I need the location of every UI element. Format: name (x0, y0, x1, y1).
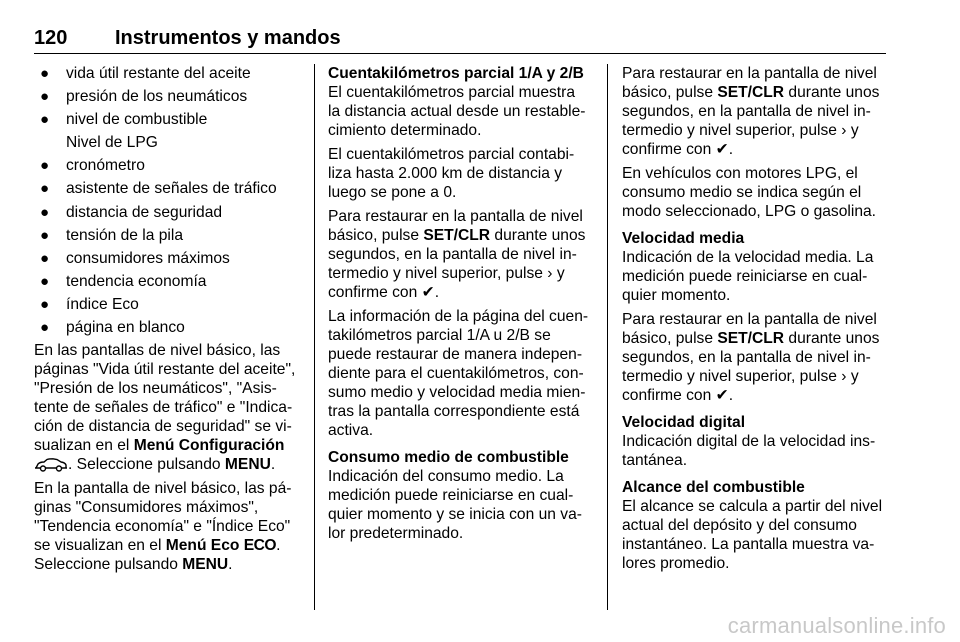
bullet-icon: ● (40, 272, 50, 290)
menu-reference: Menú Eco (165, 537, 240, 555)
checkmark-icon: ✔ (715, 387, 729, 404)
list-item: ● índice Eco (40, 295, 139, 313)
bullet-icon: ● (40, 88, 50, 106)
list-item: ● consumidores máximos (40, 249, 230, 267)
bullet-icon: ● (40, 295, 50, 313)
paragraph: El cuentakilómetros parcial contabiliza hasta 2.000 km de distancia y luego se pone a 0. (328, 146, 575, 201)
bullet-icon: ● (40, 157, 50, 175)
arrow-right-icon: › (547, 265, 553, 282)
paragraph: Para restaurar en la pantalla de nivel básico, pulse SET/CLR durante unos segundos, en la pantalla de nivel intermedio y nivel superior, pulse › y confirme con ✔. (328, 208, 586, 301)
list-item: ● página en blanco (40, 319, 185, 337)
list-item: ● presión de los neumáticos (40, 88, 248, 106)
column-3 (622, 64, 886, 578)
paragraph: Indicación de la velocidad media. La medición puede reiniciarse en cualquier momento. (622, 249, 874, 304)
column-2 (328, 64, 590, 548)
bullet-icon: ● (40, 203, 50, 221)
list-item: ● nivel de combustible (40, 111, 208, 129)
bullet-icon: ● (40, 319, 50, 337)
bullet-icon: ● (40, 249, 50, 267)
arrow-right-icon: › (841, 368, 847, 385)
list-item: ● cronómetro (40, 157, 145, 175)
bullet-icon: ● (40, 180, 50, 198)
page-header (0, 0, 960, 54)
eco-icon: ECO (243, 537, 277, 555)
list-item: ● vida útil restante del aceite (40, 65, 251, 82)
paragraph: Indicación digital de la velocidad instantánea. (622, 433, 876, 469)
page-number: 120 (34, 27, 68, 49)
bullet-icon: ● (40, 111, 50, 129)
paragraph: En vehículos con motores LPG, el consumo medio se indica según el modo seleccionado, LPG o gasolina. (622, 165, 876, 220)
paragraph: En las pantallas de nivel básico, las páginas "Vida útil restante del aceite", "Presión de los neumáticos", "Asistente de señales de tráfico" e "Indicación de distancia de seguridad" se visualizan en el Menú Configuración . Seleccione pulsando MENU. (34, 342, 296, 474)
menu-button-label: MENU (182, 556, 229, 574)
section-heading: Velocidad digital (622, 414, 746, 431)
section-heading: Cuentakilómetros parcial 1/A y 2/B (328, 65, 584, 82)
section-title: Instrumentos y mandos (115, 27, 341, 49)
arrow-right-icon: › (841, 122, 847, 139)
section-heading: Velocidad media (622, 230, 745, 247)
list-item: ● tensión de la pila (40, 226, 184, 244)
list-item: ● distancia de seguridad (40, 203, 223, 221)
paragraph: El alcance se calcula a partir del nivel actual del depósito y del consumo instantáneo. La pantalla muestra valores promedio. (622, 498, 883, 572)
watermark-link[interactable]: carmanualsonline.info (727, 613, 946, 638)
header-rule (34, 53, 886, 54)
column-divider (607, 64, 608, 610)
paragraph: El cuentakilómetros parcial muestra la distancia actual desde un restablecimiento determinado. (328, 84, 586, 139)
list-sub-item: Nivel de LPG (66, 134, 158, 152)
bullet-icon: ● (40, 65, 50, 82)
column-1 (34, 64, 306, 579)
bullet-icon: ● (40, 226, 50, 244)
list-item: ● tendencia economía (40, 272, 207, 290)
set-clr-button-label: SET/CLR (717, 84, 785, 101)
menu-button-label: MENU (224, 456, 271, 474)
car-icon (34, 458, 68, 472)
feature-list (34, 64, 306, 129)
paragraph: Para restaurar en la pantalla de nivel básico, pulse SET/CLR durante unos segundos, en la pantalla de nivel intermedio y nivel superior, pulse › y confirme con ✔. (622, 65, 880, 158)
paragraph: Para restaurar en la pantalla de nivel básico, pulse SET/CLR durante unos segundos, en la pantalla de nivel intermedio y nivel superior, pulse › y confirme con ✔. (622, 311, 880, 404)
set-clr-button-label: SET/CLR (423, 227, 491, 244)
list-item: ● asistente de señales de tráfico (40, 180, 277, 198)
paragraph: La información de la página del cuentakilómetros parcial 1/A u 2/B se puede restaurar de manera independiente para el cuentakilómetros, consumo medio y velocidad media mientras la pantalla correspondiente está activa. (328, 308, 589, 439)
section-heading: Consumo medio de combustible (328, 449, 569, 466)
feature-list (34, 156, 306, 337)
menu-reference: Menú Configuración (133, 437, 285, 455)
set-clr-button-label: SET/CLR (717, 330, 785, 347)
checkmark-icon: ✔ (421, 284, 435, 301)
checkmark-icon: ✔ (715, 141, 729, 158)
column-divider (314, 64, 315, 610)
paragraph: En la pantalla de nivel básico, las páginas "Consumidores máximos", "Tendencia economía" e "Índice Eco" se visualizan en el Menú Eco ECO. Seleccione pulsando MENU. (34, 480, 292, 574)
paragraph: Indicación del consumo medio. La medición puede reiniciarse en cualquier momento y se inicia con un valor predeterminado. (328, 468, 582, 542)
section-heading: Alcance del combustible (622, 479, 805, 496)
